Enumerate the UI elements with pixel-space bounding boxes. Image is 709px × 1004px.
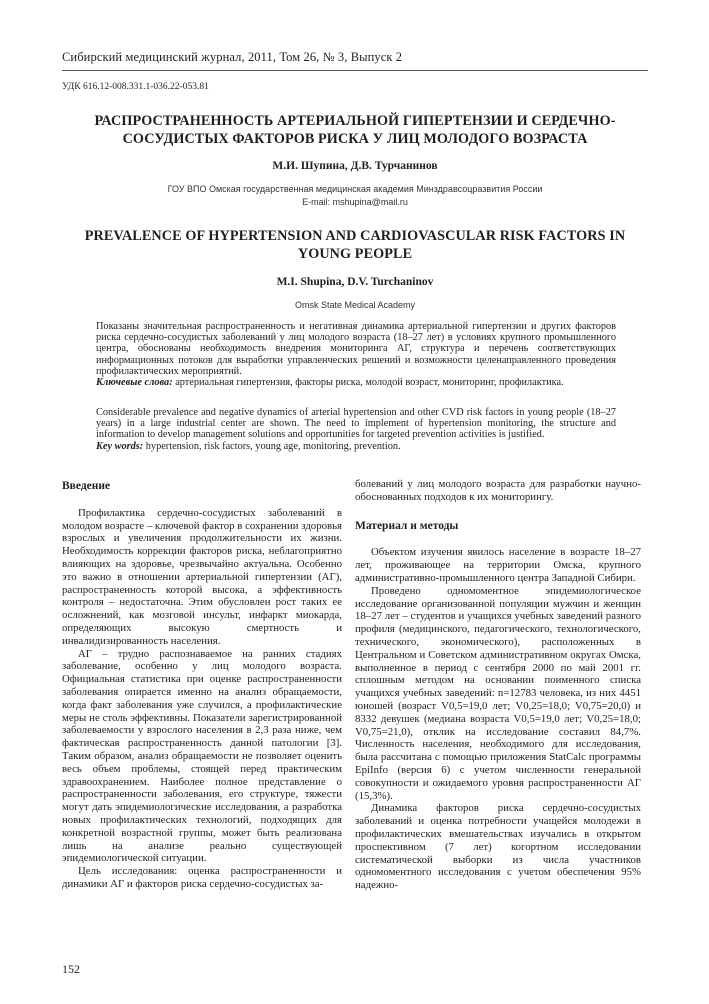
paragraph: Динамика факторов риска сердечно-сосудистых заболеваний и оценка потребности учащейся молодежи в профилактических вмешательствах изучались в открытом проспективном (7 лет) когортном исследовании систематической выборки из числа участников одномоментного исследования с учетом обеспечения 95% надежно- bbox=[355, 802, 641, 892]
section-heading-introduction: Введение bbox=[62, 480, 111, 492]
paragraph-continued: болеваний у лиц молодого возраста для разработки научно-обоснованных подходов к их мониторингу. bbox=[355, 478, 641, 503]
section-heading-methods: Материал и методы bbox=[355, 519, 459, 532]
udc-code: УДК 616.12-008.331.1-036.22-053.81 bbox=[62, 82, 209, 92]
keywords-en bbox=[96, 441, 616, 452]
affiliation-en: Omsk State Medical Academy bbox=[294, 300, 416, 310]
article-title-ru: РАСПРОСТРАНЕННОСТЬ АРТЕРИАЛЬНОЙ ГИПЕРТЕНЗИИ И СЕРДЕЧНО- СОСУДИСТЫХ ФАКТОРОВ РИСКА У ЛИЦ МОЛОДОГО ВОЗРАСТА bbox=[94, 113, 616, 147]
affiliation-ru-email: E-mail: mshupina@mail.ru bbox=[302, 197, 408, 207]
paragraph: Проведено одномоментное эпидемиологическое исследование организованной популяции мужчин и женщин 18–27 лет – студентов и учащихся учебных заведений разного профиля (медицинского, педагогического, технологического, технического, экономического), расположенных в Центральном и Советском административном округах Омска, выполненное в период с сентября 2000 по май 2001 гг. сплошным методом на основании поименного списка учащихся учебных заведений: n=12783 человека, из них 4451 юношей (возраст V0,5=19,0 лет; V0,25=18,0; V0,75=20,0) и 8332 девушек (медиана возраста V0,5=19,0 лет; V0,25=18,0; V0,75=21,0), отклик на исследование составил 84,7%. Численность населения, необходимого для исследования, была рассчитана с помощью приложения StatCalc программы EpiInfo (версия 6) с учетом численности генеральной совокупности и ожидаемого уровня распространенности АГ (15,3%). bbox=[355, 584, 641, 802]
article-title-en: PREVALENCE OF HYPERTENSION AND CARDIOVASCULAR RISK FACTORS IN YOUNG PEOPLE bbox=[84, 228, 626, 262]
affiliation-ru-institution: ГОУ ВПО Омская государственная медицинская академия Минздравсоцразвития России bbox=[167, 184, 543, 194]
body-column-right bbox=[355, 478, 641, 892]
paragraph: Объектом изучения явилось население в возрасте 18–27 лет, проживающее на территории Омска, крупного административно-промышленного центра Западной Сибири. bbox=[355, 546, 641, 584]
header-divider bbox=[62, 70, 648, 71]
keywords-ru-label: Ключевые слова: bbox=[96, 377, 173, 389]
journal-header: Сибирский медицинский журнал, 2011, Том 26, № 3, Выпуск 2 bbox=[62, 50, 403, 64]
paragraph: АГ – трудно распознаваемое на ранних стадиях заболевание, особенно у лиц молодого возраста. Официальная статистика при оценке распространенности заболевания опирается именно на анализ обращаемости, когда факт заболевания уже случился, а профилактические меры не столь эффективны. Показатели зарегистрированной заболеваемости у взрослого населения в 2,3 раза ниже, чем фактическая распространенность данной патологии [3]. Таким образом, анализ обращаемости не позволяет оценить весь объем проблемы, стоящей перед практическим здравоохранением. Наиболее полное представление о распространенности заболевания, его структуре, тяжести могут дать эпидемиологические исследования, а разработка новых профилактических технологий, подходящих для конкретной возрастной группы, может быть реализована лишь на анализе реально существующей эпидемиологической ситуации. bbox=[62, 647, 342, 865]
paragraph: Цель исследования: оценка распространенности и динамики АГ и факторов риска сердечно-сосудистых за- bbox=[62, 865, 342, 890]
abstract-en-text: Considerable prevalence and negative dynamics of arterial hypertension and other CVD risk factors in young people (18–27 years) in a large industrial center are shown. The need to implement of hypertension monitoring, the structure and information to develop management solutions and opportunities for targeted prevention activities is justified. bbox=[96, 407, 616, 441]
abstract-ru-text: Показаны значительная распространенность и негативная динамика артериальной гипертензии и других факторов риска сердечно-сосудистых заболеваний у лиц молодого возраста (18–27 лет) в условиях крупного промышленного центра, обоснованы необходимость внедрения мониторинга АГ, структура и перечень соответствующих информационных потоков для выработки управленческих решений и возможности целенаправленного проведения профилактических мероприятий. bbox=[96, 321, 616, 377]
abstract-en bbox=[96, 407, 616, 452]
affiliation-ru bbox=[62, 183, 648, 209]
paragraph: Профилактика сердечно-сосудистых заболеваний в молодом возрасте – ключевой фактор в сохранении здоровья взрослых и увеличения продолжительности их жизни. Необходимость коррекции факторов риска, неблагоприятно влияющих на здоровье, чрезвычайно актуальна. Особенно это важно в отношении артериальной гипертензии (АГ), распространенность которой высока, а эффективность контроля – недостаточна. Этим обусловлен рост таких ее осложнений, как мозговой инсульт, инфаркт миокарда, определяющих высокую смертность и инвалидизированность населения. bbox=[62, 506, 342, 647]
page-number: 152 bbox=[62, 962, 80, 976]
authors-en: M.I. Shupina, D.V. Turchaninov bbox=[276, 276, 434, 288]
keywords-en-label: Key words: bbox=[96, 440, 144, 452]
authors-ru: М.И. Шупина, Д.В. Турчанинов bbox=[272, 160, 438, 172]
keywords-en-list: hypertension, risk factors, young age, monitoring, prevention. bbox=[143, 440, 401, 452]
body-column-left bbox=[62, 478, 342, 891]
keywords-ru-list: артериальная гипертензия, факторы риска, молодой возраст, мониторинг, профилактика. bbox=[172, 377, 564, 389]
abstract-ru bbox=[96, 321, 616, 388]
keywords-ru bbox=[96, 377, 616, 388]
